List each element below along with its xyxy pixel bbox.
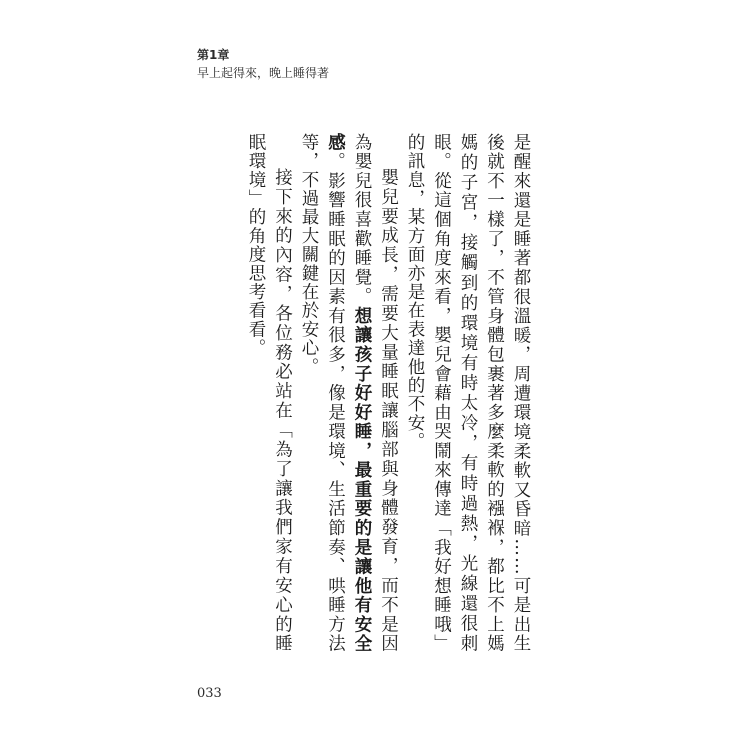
paragraph-2-emphasis: 想讓孩子好好睡，最重要的是讓他有安全感 <box>325 133 372 653</box>
page-number: 033 <box>197 686 222 701</box>
paragraph-2 <box>296 133 402 653</box>
chapter-label: 第1章 <box>197 48 230 62</box>
paragraph-2-text-a: 嬰兒要成長，需要大量睡眠讓腦部與身體發育，而不是因為嬰兒很喜歡睡覺。 <box>352 133 399 653</box>
body-text <box>243 133 535 653</box>
paragraph-2-text-b: 。影響睡眠的因素有很多，像是環境、生活節奏、哄睡方法等，不過最大關鍵在於安心。 <box>299 133 346 653</box>
chapter-title: 早上起得來，晚上睡得著 <box>197 66 330 80</box>
paragraph-3: 接下來的內容，各位務必站在「為了讓我們家有安心的睡眠環境」的角度思考看看。 <box>246 133 293 653</box>
paragraph-1: 是醒來還是睡著都很溫暖，周遭環境柔軟又昏暗……可是出生後就不一樣了，不管身體包裹著多麼柔軟的襁褓，都比不上媽媽的子宮，接觸到的環境有時太冷，有時過熱，光線還很刺眼。從這個角度來看，嬰兒會藉由哭鬧來傳達「我好想睡哦」的訊息，某方面亦是在表達他的不安。 <box>405 133 531 653</box>
running-head <box>197 47 329 81</box>
